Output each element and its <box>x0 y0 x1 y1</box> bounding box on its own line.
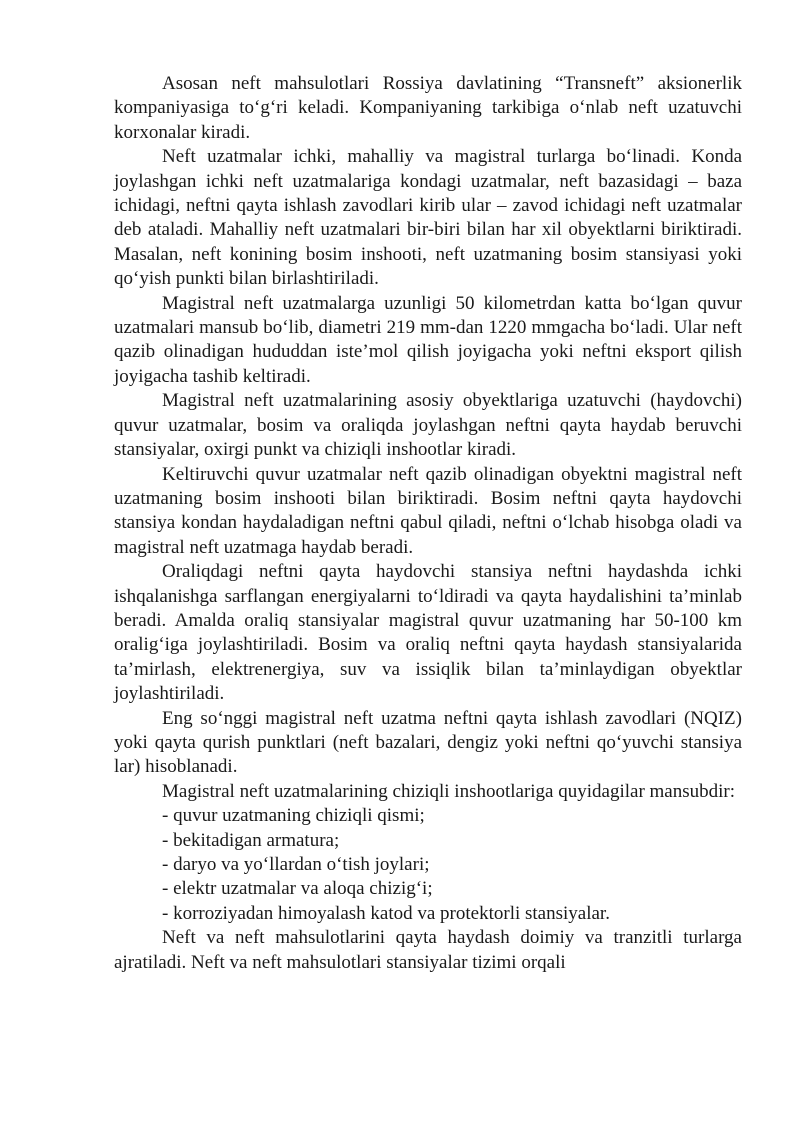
list-item: - daryo va yo‘llardan o‘tish joylari; <box>162 854 430 875</box>
paragraph-transneft: Asosan neft mahsulotlari Rossiya davlatining “Transneft” aksionerlik kompaniyasiga to‘g‘ri keladi. Kompaniyaning tarkibiga o‘nlab neft uzatuvchi korxonalar kiradi. <box>114 73 742 143</box>
paragraph-linear-structures-intro: Magistral neft uzatmalarining chiziqli inshootlariga quyidagilar mansubdir: <box>162 780 736 802</box>
linear-structures-list <box>114 804 742 926</box>
paragraph-pumping-types: Neft va neft mahsulotlarini qayta haydash doimiy va tranzitli turlarga ajratiladi. Neft va neft mahsulotlari stansiyalar tizimi orqali <box>114 927 742 973</box>
list-item: - bekitadigan armatura; <box>162 829 340 851</box>
paragraph-magistral-definition: Magistral neft uzatmalarga uzunligi 50 kilometrdan katta bo‘lgan quvur uzatmalari mansub bo‘lib, diametri 219 mm-dan 1220 mmgacha bo‘ladi. Ular neft qazib olinadigan hududdan iste’mol qilish joyigacha yoki neftni eksport qilish joyigacha tashib keltiradi. <box>114 292 742 387</box>
document-page <box>114 72 742 975</box>
paragraph-pipeline-types: Neft uzatmalar ichki, mahalliy va magistral turlarga bo‘linadi. Konda joylashgan ichki neft uzatmalariga kondagi uzatmalar, neft bazasidagi – baza ichidagi, neftni qayta ishlash zavodlari kirib ular – zavod ichidagi neft uzatmalar deb ataladi. Mahalliy neft uzatmalari bir-biri bilan har xil obyektlarni biriktiradi. Masalan, neft konining bosim inshooti, neft uzatmaning bosim stansiyasi yoki qo‘yish punkti bilan birlashtiriladi. <box>114 146 742 290</box>
list-item: - korroziyadan himoyalash katod va protektorli stansiyalar. <box>162 902 610 924</box>
paragraph-feeder-pipelines: Keltiruvchi quvur uzatmalar neft qazib olinadigan obyektni magistral neft uzatmaning bosim inshooti bilan biriktiradi. Bosim neftni qayta haydovchi stansiya kondan haydaladigan neftni qabul qiladi, neftni o‘lchab hisobga oladi va magistral neft uzatmaga haydab beradi. <box>114 463 742 558</box>
list-item: - elektr uzatmalar va aloqa chizig‘i; <box>162 878 433 900</box>
paragraph-intermediate-stations: Oraliqdagi neftni qayta haydovchi stansiya neftni haydashda ichki ishqalanishga sarflangan energiyalarni to‘ldiradi va qayta haydalishini ta’minlab beradi. Amalda oraliq stansiyalar magistral quvur uzatmaning har 50-100 km oralig‘iga joylashtiriladi. Bosim va oraliq neftni qayta haydash stansiyalarida ta’mirlash, elektrenergiya, suv va issiqlik bilan ta’minlaydigan obyektlar joylashtiriladi. <box>114 561 742 705</box>
paragraph-main-objects: Magistral neft uzatmalarining asosiy obyektlariga uzatuvchi (haydovchi) quvur uzatmalar, bosim va oraliqda joylashgan neftni qayta haydab beruvchi stansiyalar, oxirgi punkt va chiziqli inshootlar kiradi. <box>114 390 742 461</box>
paragraph-final-point: Eng so‘nggi magistral neft uzatma neftni qayta ishlash zavodlari (NQIZ) yoki qayta qurish punktlari (neft bazalari, dengiz yoki neftni qo‘yuvchi stansiya lar) hisoblanadi. <box>114 707 742 778</box>
list-item: - quvur uzatmaning chiziqli qismi; <box>162 805 425 827</box>
